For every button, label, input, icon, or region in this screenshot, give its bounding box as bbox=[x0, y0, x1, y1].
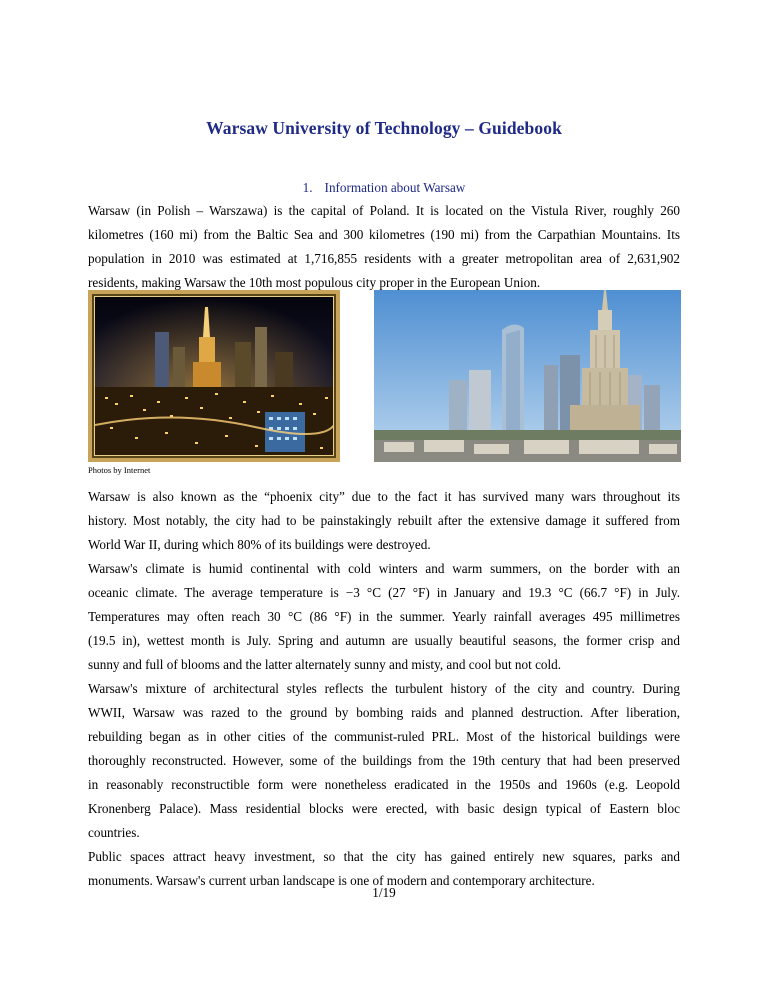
body-line: Kronenberg Palace). Mass residential blocks were erected, with basic design typical of Eastern bloc bbox=[88, 801, 680, 816]
body-line: WWII, Warsaw was razed to the ground by bombing raids and planned destruction. After liberation, bbox=[88, 705, 680, 720]
body-line: sunny and full of blooms and the latter alternately sunny and misty, and cool but not cold. bbox=[88, 657, 562, 672]
body-line: monuments. Warsaw's current urban landscape is one of modern and contemporary architecture. bbox=[88, 873, 595, 888]
body-line: history. Most notably, the city had to be painstakingly rebuilt after the extensive damage it suffered from bbox=[88, 513, 680, 528]
body-line: Warsaw is also known as the “phoenix city” due to the fact it has survived many wars throughout its bbox=[88, 489, 680, 504]
body-line: Temperatures may often reach 30 °C (86 °F) in the summer. Yearly rainfall averages 495 millimetres bbox=[88, 609, 680, 624]
body-paragraphs bbox=[88, 485, 680, 893]
body-line: in reasonably reconstructible form were nonetheless eradicated in the 1950s and 1960s (e.g. Leopold bbox=[88, 777, 680, 792]
section-heading bbox=[0, 180, 768, 196]
page-number: 1/19 bbox=[372, 885, 396, 900]
body-line: thoroughly reconstructed. However, some of the buildings from the 19th century that had been preserved bbox=[88, 753, 680, 768]
document-title: Warsaw University of Technology – Guidebook bbox=[206, 118, 562, 138]
section-number: 1. bbox=[302, 180, 313, 195]
body-line: World War II, during which 80% of its buildings were destroyed. bbox=[88, 537, 431, 552]
body-line: (19.5 in), wettest month is July. Spring and autumn are usually beautiful seasons, the former crisp and bbox=[88, 633, 680, 648]
body-line: rebuilding began as in other cities of the communist-ruled PRL. Most of the historical buildings were bbox=[88, 729, 680, 744]
intro-line: Warsaw (in Polish – Warszawa) is the capital of Poland. It is located on the Vistula River, roughly 260 bbox=[88, 203, 680, 218]
intro-line: residents, making Warsaw the 10th most populous city proper in the European Union. bbox=[88, 275, 541, 290]
intro-line: kilometres (160 mi) from the Baltic Sea and 300 kilometres (190 mi) from the Carpathian Mountains. Its bbox=[88, 227, 680, 242]
body-line: Public spaces attract heavy investment, so that the city has gained entirely new squares, parks and bbox=[88, 849, 680, 864]
body-line: countries. bbox=[88, 825, 140, 840]
intro-paragraph bbox=[88, 199, 680, 295]
body-line: oceanic climate. The average temperature is −3 °C (27 °F) in January and 19.3 °C (66.7 °F) in July. bbox=[88, 585, 680, 600]
body-line: Warsaw's climate is humid continental with cold winters and warm summers, on the border with an bbox=[88, 561, 680, 576]
warsaw-day-photo bbox=[374, 290, 681, 462]
section-title: Information about Warsaw bbox=[324, 180, 466, 195]
warsaw-night-photo bbox=[88, 290, 340, 462]
body-line: Warsaw's mixture of architectural styles reflects the turbulent history of the city and country. During bbox=[88, 681, 680, 696]
palace-of-culture-day-image bbox=[374, 290, 681, 462]
warsaw-night-skyline-image bbox=[95, 297, 334, 456]
intro-line: population in 2010 was estimated at 1,716,855 residents with a greater metropolitan area of 2,631,902 bbox=[88, 251, 680, 266]
photo-caption: Photos by Internet bbox=[88, 465, 151, 475]
